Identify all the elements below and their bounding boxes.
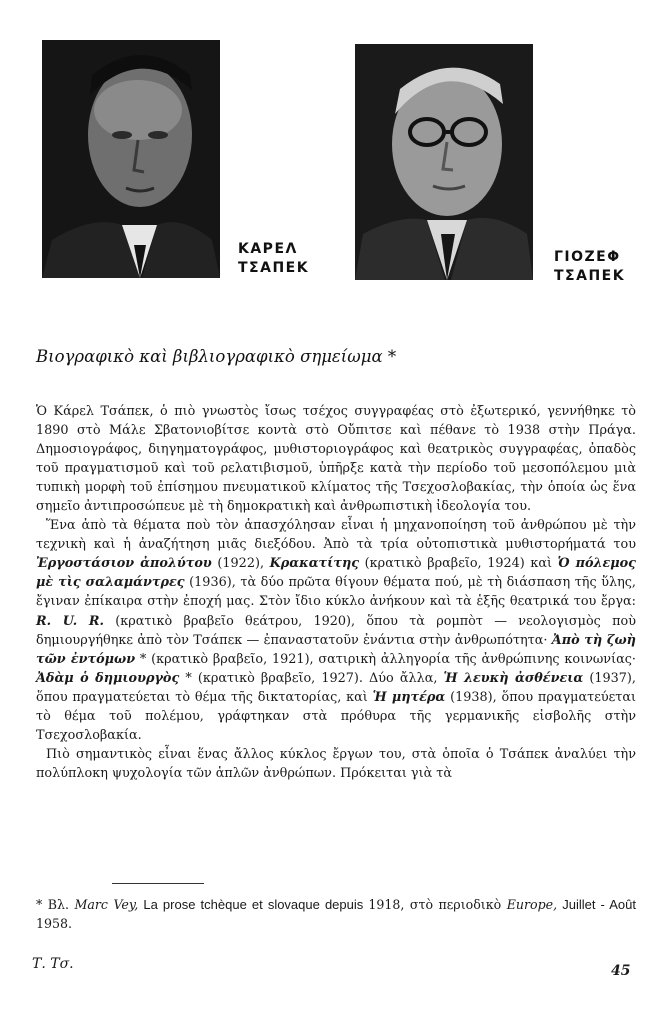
- portrait-josef-capek: [355, 44, 533, 280]
- footnote-issue-year: 1958.: [36, 916, 73, 931]
- footnote: [36, 895, 636, 933]
- footnote-year-text: 1918, στὸ περιοδικὸ: [368, 897, 507, 912]
- caption-josef-first-name: ΓΙΟΖΕΦ: [554, 249, 621, 265]
- text-run: * (κρατικὸ βραβεῖο, 1921), σατιρικὴ ἀλληγορία τῆς ἀνθρώπινης κοινωνίας·: [135, 651, 636, 667]
- paragraph-psychology-cycle: Πιὸ σημαντικὸς εἶναι ἕνας ἄλλος κύκλος ἔργων του, στὰ ὁποῖα ὁ Τσάπεκ ἀναλύει τὴν πολύπλοκη ψυχολογία τῶν ἁπλῶν ἀνθρώπων. Πρόκειται γιὰ τὰ: [36, 746, 636, 781]
- footnote-title: La prose tchèque et slovaque depuis: [138, 897, 369, 912]
- work-title: Ἀδὰμ ὁ δημιουργὸς: [36, 670, 180, 686]
- section-title: Βιογραφικὸ καὶ βιβλιογραφικὸ σημείωμα *: [36, 347, 397, 366]
- footnote-issue: Juillet - Août: [557, 897, 636, 912]
- work-title: Ἡ μητέρα: [372, 689, 446, 705]
- text-run: (κρατικὸ βραβεῖο, 1924) καὶ: [359, 556, 558, 572]
- work-title: Ἡ λευκὴ ἀσθένεια: [443, 670, 584, 686]
- work-title: Ἐργοστάσιον ἀπολύτου: [36, 556, 212, 572]
- body-text: [36, 402, 636, 783]
- work-title: R. U. R.: [36, 613, 104, 629]
- work-title: Ἀπὸ τὴ ζωὴ τῶν ἐντόμων: [36, 632, 636, 667]
- caption-karel-surname: ΤΣΑΠΕΚ: [238, 260, 310, 276]
- footnote-journal: Europe,: [506, 897, 558, 912]
- text-run: (1936), τὰ δύο πρῶτα θίγουν θέματα πού, μὲ τὴ διάσπαση τῆς ὕλης, ἔγιναν ἐπίκαιρα στὴν ἐποχή μας. Στὸν ἴδιο κύκλο ἀνήκουν καὶ τὰ ἑξῆς θεατρικά του ἔργα:: [36, 575, 636, 610]
- author-initials: Τ. Τσ.: [32, 956, 74, 972]
- footnote-divider: [112, 883, 204, 884]
- portrait-karel-image: [42, 40, 220, 278]
- text-run: Ἕνα ἀπὸ τὰ θέματα ποὺ τὸν ἀπασχόλησαν εἶναι ἡ μηχανοποίηση τοῦ ἀνθρώπου μὲ τὴν τεχνικὴ καὶ ἡ ἀναζήτηση μιᾶς διεξόδου. Ἀπὸ τὰ τρία οὐτοπιστικὰ μυθιστορήματά του: [36, 518, 636, 553]
- text-run: (1937), ὅπου πραγματεύεται τὸ θέμα τῆς δικτατορίας, καὶ: [36, 670, 636, 705]
- work-title: Ὁ πόλεμος μὲ τὶς σαλαμάντρες: [36, 556, 636, 591]
- text-run: * (κρατικὸ βραβεῖο, 1927). Δύο ἄλλα,: [179, 670, 444, 686]
- paragraph-biography: Ὁ Κάρελ Τσάπεκ, ὁ πιὸ γνωστὸς ἴσως τσέχος συγγραφέας στὸ ἐξωτερικό, γεννήθηκε τὸ 1890 στὸ Μάλε Σβατονιοβίτσε κοντὰ στὸ Οὔπιτσε καὶ πέθανε τὸ 1938 στὴν Πράγα. Δημοσιογράφος, διηγηματογράφος, μυθιστοριογράφος καὶ θεατρικὸς συγγραφέας, ὀπαδὸς τοῦ πραγματισμοῦ καὶ τοῦ ρελατιβισμοῦ, ὑπῆρξε κατὰ τὴν περίοδο τοῦ μεσοπόλεμου μιὰ τυπικὴ μορφὴ τοῦ ἐπίσημου πνευματικοῦ κλίματος τῆς Τσεχοσλοβακίας, τὴν ὁποία ὡς ἕνα σημεῖο ἀντιπροσώπευε μὲ τὴ δημοκρατικὴ καὶ ἀνθρωπιστικὴ ἰδεολογία του.: [36, 404, 636, 515]
- portrait-josef-image: [355, 44, 533, 280]
- text-run: (1938), ὅπου πραγματεύεται τὸ θέμα τοῦ πολέμου, γράφτηκαν στὰ πρόθυρα τῆς γερμανικῆς εἰσβολῆς στὴν Τσεχοσλοβακία.: [36, 689, 636, 743]
- paragraph-works: [36, 516, 636, 745]
- caption-karel-capek: [238, 240, 309, 278]
- caption-josef-capek: [554, 248, 625, 286]
- footnote-author: Marc Vey,: [74, 897, 139, 912]
- caption-josef-surname: ΤΣΑΠΕΚ: [554, 268, 626, 284]
- text-run: (κρατικὸ βραβεῖο θεάτρου, 1920), ὅπου τὰ ρομπὸτ — νεολογισμὸς ποὺ δημιουργήθηκε ἀπὸ τὸν Τσάπεκ — ἐπαναστατοῦν ἐνάντια στὴν ἀνθρωπότητα·: [36, 613, 636, 648]
- work-title: Κρακατίτης: [269, 556, 360, 572]
- portrait-karel-capek: [42, 40, 220, 278]
- footnote-marker: * Βλ.: [36, 897, 75, 912]
- caption-karel-first-name: ΚΑΡΕΛ: [238, 241, 298, 257]
- text-run: (1922),: [211, 556, 270, 572]
- page-number: 45: [611, 963, 631, 979]
